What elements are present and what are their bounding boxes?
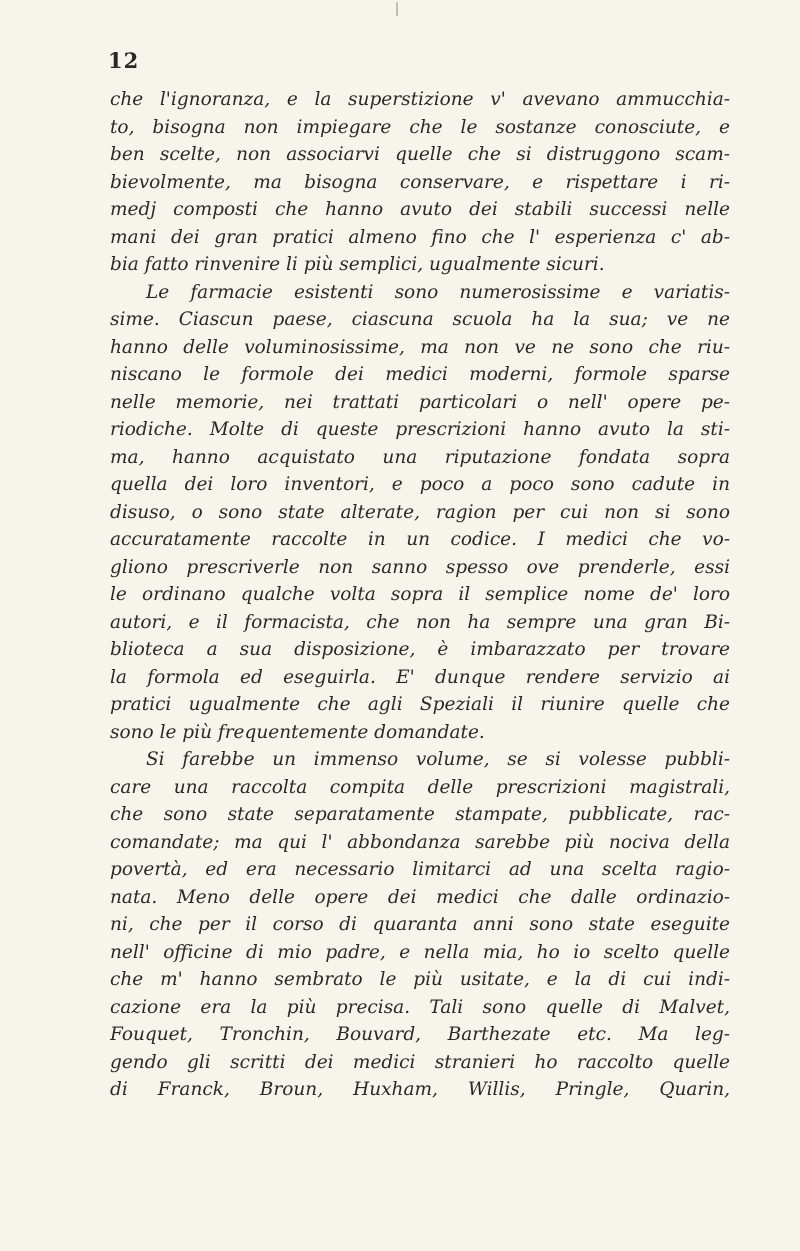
text-line: hanno delle voluminosissime, ma non ve ne sono che riu-: [110, 336, 730, 358]
text-line: bia fatto rinvenire li più semplici, ugualmente sicuri.: [110, 254, 605, 275]
text-line: ni, che per il corso di quaranta anni sono state eseguite: [110, 914, 730, 935]
text-line: la formola ed eseguirla. E' dunque rendere servizio ai: [110, 666, 730, 688]
text-line: blioteca a sua disposizione, è imbarazzato per trovare: [110, 639, 730, 660]
text-line: nell' officine di mio padre, e nella mia, ho io scelto quelle: [110, 941, 730, 963]
page-number: 12: [108, 48, 140, 73]
text-line: gendo gli scritti dei medici stranieri ho raccolto quelle: [110, 1051, 730, 1073]
text-line: accuratamente raccolte in un codice. I medici che vo-: [110, 529, 730, 550]
text-line: le ordinano qualche volta sopra il semplice nome de' loro: [110, 584, 730, 605]
text-line: cazione era la più precisa. Tali sono quelle di Malvet,: [110, 996, 730, 1018]
paragraph-start-line: Le farmacie esistenti sono numerosissime e variatis-: [146, 281, 730, 303]
text-line: care una raccolta compita delle prescrizioni magistrali,: [110, 776, 730, 798]
text-line: niscano le formole dei medici moderni, formole sparse: [110, 364, 730, 385]
text-line: di Franck, Broun, Huxham, Willis, Pringle, Quarin,: [110, 1079, 730, 1100]
text-line: sime. Ciascun paese, ciascuna scuola ha la sua; ve ne: [110, 309, 730, 330]
text-line: autori, e il formacista, che non ha sempre una gran Bi-: [110, 611, 730, 633]
text-line: quella dei loro inventori, e poco a poco sono cadute in: [110, 474, 730, 495]
text-line: to, bisogna non impiegare che le sostanze conosciute, e: [110, 116, 730, 138]
text-line: disuso, o sono state alterate, ragion per cui non si sono: [110, 501, 730, 523]
text-line: pratici ugualmente che agli Speziali il riunire quelle che: [110, 694, 730, 715]
paragraph-start-line: Si farebbe un immenso volume, se si volesse pubbli-: [146, 749, 730, 770]
text-line: comandate; ma qui l' abbondanza sarebbe più nociva della: [110, 831, 730, 853]
body-text: [110, 86, 730, 1104]
text-line: Fouquet, Tronchin, Bouvard, Barthezate etc. Ma leg-: [110, 1024, 730, 1045]
text-line: riodiche. Molte di queste prescrizioni hanno avuto la sti-: [110, 419, 730, 440]
text-line: nata. Meno delle opere dei medici che dalle ordinazio-: [110, 886, 730, 908]
text-line: ben scelte, non associarvi quelle che si distruggono scam-: [110, 144, 730, 165]
text-line: che sono state separatamente stampate, pubblicate, rac-: [110, 804, 730, 825]
text-line: povertà, ed era necessario limitarci ad una scelta ragio-: [110, 859, 730, 880]
text-line: mani dei gran pratici almeno fino che l' esperienza c' ab-: [110, 226, 730, 248]
text-line: che m' hanno sembrato le più usitate, e la di cui indi-: [110, 969, 730, 990]
text-line: ma, hanno acquistato una riputazione fondata sopra: [110, 446, 730, 468]
text-line: sono le più frequentemente domandate.: [110, 721, 485, 743]
text-line: gliono prescriverle non sanno spesso ove prenderle, essi: [110, 556, 730, 578]
text-line: medj composti che hanno avuto dei stabili successi nelle: [110, 199, 730, 220]
text-line: che l'ignoranza, e la superstizione v' avevano ammucchia-: [110, 89, 730, 110]
text-line: nelle memorie, nei trattati particolari o nell' opere pe-: [110, 391, 730, 413]
text-line: bievolmente, ma bisogna conservare, e rispettare i ri-: [110, 171, 730, 193]
ink-spot: [396, 2, 398, 16]
